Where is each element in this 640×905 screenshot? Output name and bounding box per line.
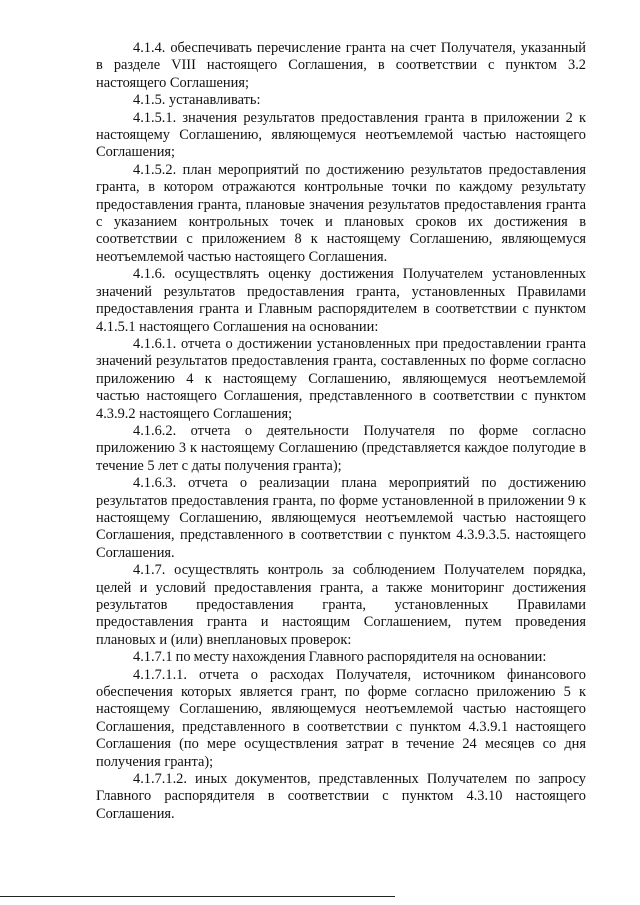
paragraph-4-1-7-1-1: 4.1.7.1.1. отчета о расходах Получателя, источником финансового обеспечения которых является грант, по форме согласно приложению 5 к настоящему Соглашению, являющемуся неотъемлемой частью настоящего Соглашения, представленного в соответствии с пунктом 4.3.9.1 настоящего Соглашения (по мере осуществления затрат в течение 24 месяцев со дня получения гранта); [96, 666, 586, 770]
footnote-separator-line [0, 896, 395, 897]
paragraph-4-1-5: 4.1.5. устанавливать: [133, 92, 261, 109]
paragraph-4-1-7-1-2: 4.1.7.1.2. иных документов, представленных Получателем по запросу Главного распорядителя в соответствии с пунктом 4.3.10 настоящего Соглашения. [96, 771, 586, 822]
paragraph-4-1-6-2: 4.1.6.2. отчета о деятельности Получателя по форме согласно приложению 3 к настоящему Соглашению (представляется каждое полугодие в течение 5 лет с даты получения гранта); [96, 422, 586, 474]
paragraph-4-1-5-2: 4.1.5.2. план мероприятий по достижению результатов предоставления гранта, в котором отражаются контрольные точки по каждому результату предоставления гранта, плановые значения результатов предоставления гранта с указанием контрольных точек и плановых сроков их достижения в соответствии с приложением 8 к настоящему Соглашению, являющемуся неотъемлемой частью настоящего Соглашения. [96, 161, 586, 265]
paragraph-4-1-7: 4.1.7. осуществлять контроль за соблюдением Получателем порядка, целей и условий предоставления гранта, а также мониторинг достижения результатов предоставления гранта, установленных Правилами предоставления гранта и настоящим Соглашением, путем проведения плановых и (или) внеплановых проверок: [96, 562, 586, 648]
paragraph-4-1-6-3: 4.1.6.3. отчета о реализации плана мероприятий по достижению результатов предоставления гранта, по форме установленной в приложении 9 к настоящему Соглашению, являющемуся неотъемлемой частью настоящего Соглашения, представленного в соответствии с пунктом 4.3.9.3.5. настоящего Соглашения. [96, 475, 586, 561]
paragraph-4-1-4: 4.1.4. обеспечивать перечисление гранта на счет Получателя, указанный в разделе VIII настоящего Соглашения, в соответствии с пунктом 3.2 настоящего Соглашения; [96, 40, 586, 91]
document-body [96, 40, 586, 823]
paragraph-4-1-6: 4.1.6. осуществлять оценку достижения Получателем установленных значений результатов предоставления гранта, установленных Правилами предоставления гранта и Главным распорядителем в соответствии с пунктом 4.1.5.1 настоящего Соглашения на основании: [96, 266, 586, 335]
paragraph-4-1-7-1: 4.1.7.1 по месту нахождения Главного распорядителя на основании: [133, 649, 547, 666]
paragraph-4-1-5-1: 4.1.5.1. значения результатов предоставления гранта в приложении 2 к настоящему Соглашению, являющемуся неотъемлемой частью настоящего Соглашения; [96, 109, 586, 161]
paragraph-4-1-6-1: 4.1.6.1. отчета о достижении установленных при предоставлении гранта значений результатов предоставления гранта, составленных по форме согласно приложению 4 к настоящему Соглашению, являющемуся неотъемлемой частью настоящего Соглашения, представленного в соответствии с пунктом 4.3.9.2 настоящего Соглашения; [96, 335, 586, 422]
